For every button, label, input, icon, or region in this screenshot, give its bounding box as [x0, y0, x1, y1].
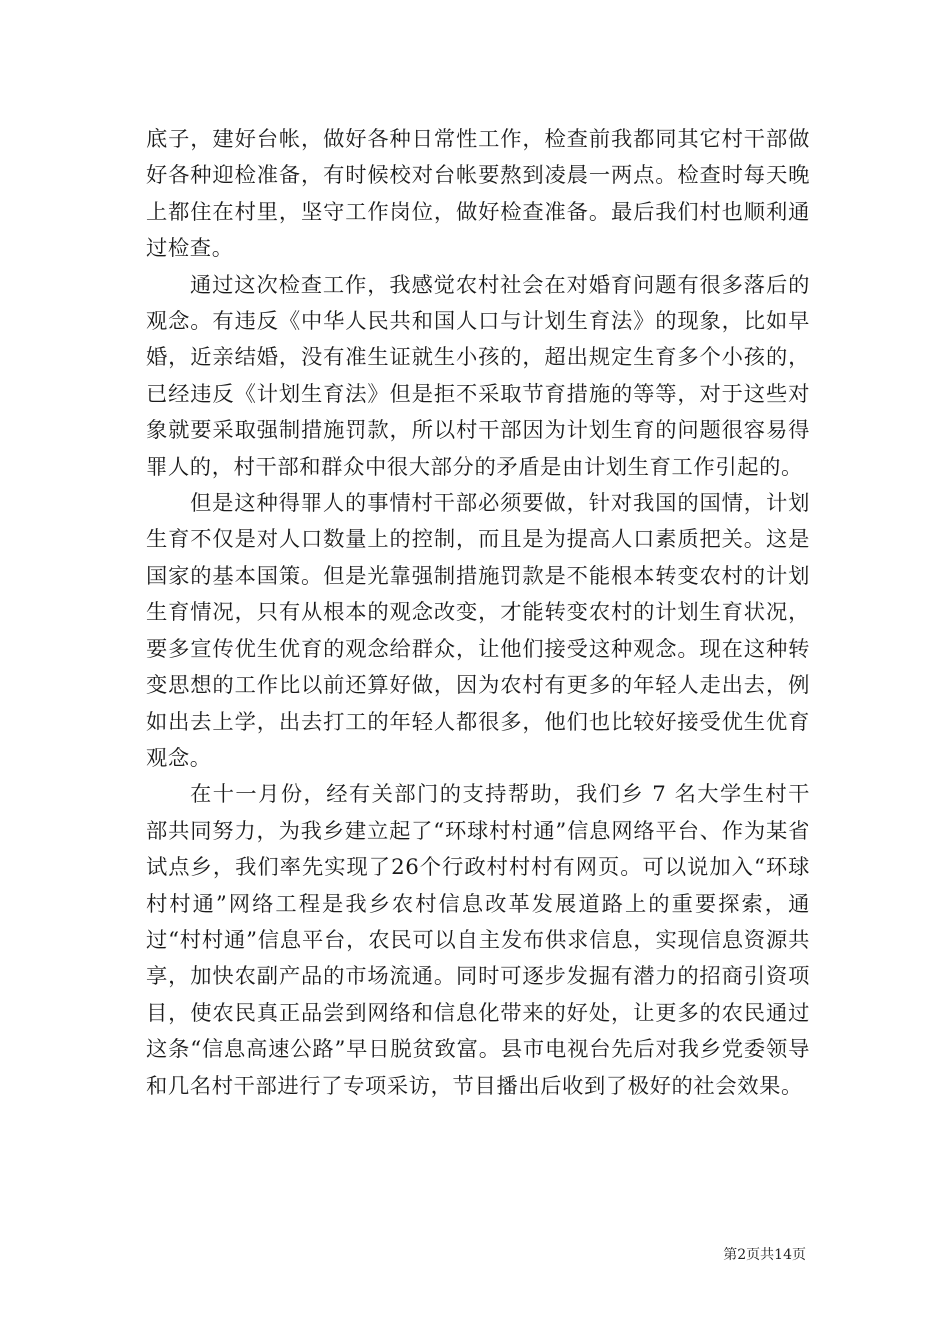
- paragraph-inspection-observations: 通过这次检查工作，我感觉农村社会在对婚育问题有很多落后的观念。有违反《中华人民共和国人口与计划生育法》的现象，比如早婚，近亲结婚，没有准生证就生小孩的，超出规定生育多个小孩的，已经违反《计划生育法》但是拒不采取节育措施的等等，对于这些对象就要采取强制措施罚款，所以村干部因为计划生育的问题很容易得罪人的，村干部和群众中很大部分的矛盾是由计划生育工作引起的。: [146, 272, 810, 480]
- paragraph-family-planning-policy: 但是这种得罪人的事情村干部必须要做，针对我国的国情，计划生育不仅是对人口数量上的控制，而且是为提高人口素质把关。这是国家的基本国策。但是光靠强制措施罚款是不能根本转变农村的计划生育情况，只有从根本的观念改变，才能转变农村的计划生育状况，要多宣传优生优育的观念给群众，让他们接受这种观念。现在这种转变思想的工作比以前还算好做，因为农村有更多的年轻人走出去，例如出去上学，出去打工的年轻人都很多，他们也比较好接受优生优育观念。: [146, 491, 810, 771]
- paragraph-continuation: 底子，建好台帐，做好各种日常性工作，检查前我都同其它村干部做好各种迎检准备，有时候校对台帐要熬到凌晨一两点。检查时每天晚上都住在村里，坚守工作岗位，做好检查准备。最后我们村也顺利通过检查。: [146, 127, 810, 262]
- document-body: [146, 122, 810, 1105]
- page-number-footer: 第2页共14页: [723, 1247, 806, 1263]
- paragraph-network-platform: 在十一月份，经有关部门的支持帮助，我们乡 7 名大学生村干部共同努力，为我乡建立起了“环球村村通”信息网络平台、作为某省试点乡，我们率先实现了26个行政村村村有网页。可以说加入“环球村村通”网络工程是我乡农村信息改革发展道路上的重要探索，通过“村村通”信息平台，农民可以自主发布供求信息，实现信息资源共享，加快农副产品的市场流通。同时可逐步发掘有潜力的招商引资项目，使农民真正品尝到网络和信息化带来的好处，让更多的农民通过这条“信息高速公路”早日脱贫致富。县市电视台先后对我乡党委领导和几名村干部进行了专项采访，节目播出后收到了极好的社会效果。: [146, 782, 810, 1099]
